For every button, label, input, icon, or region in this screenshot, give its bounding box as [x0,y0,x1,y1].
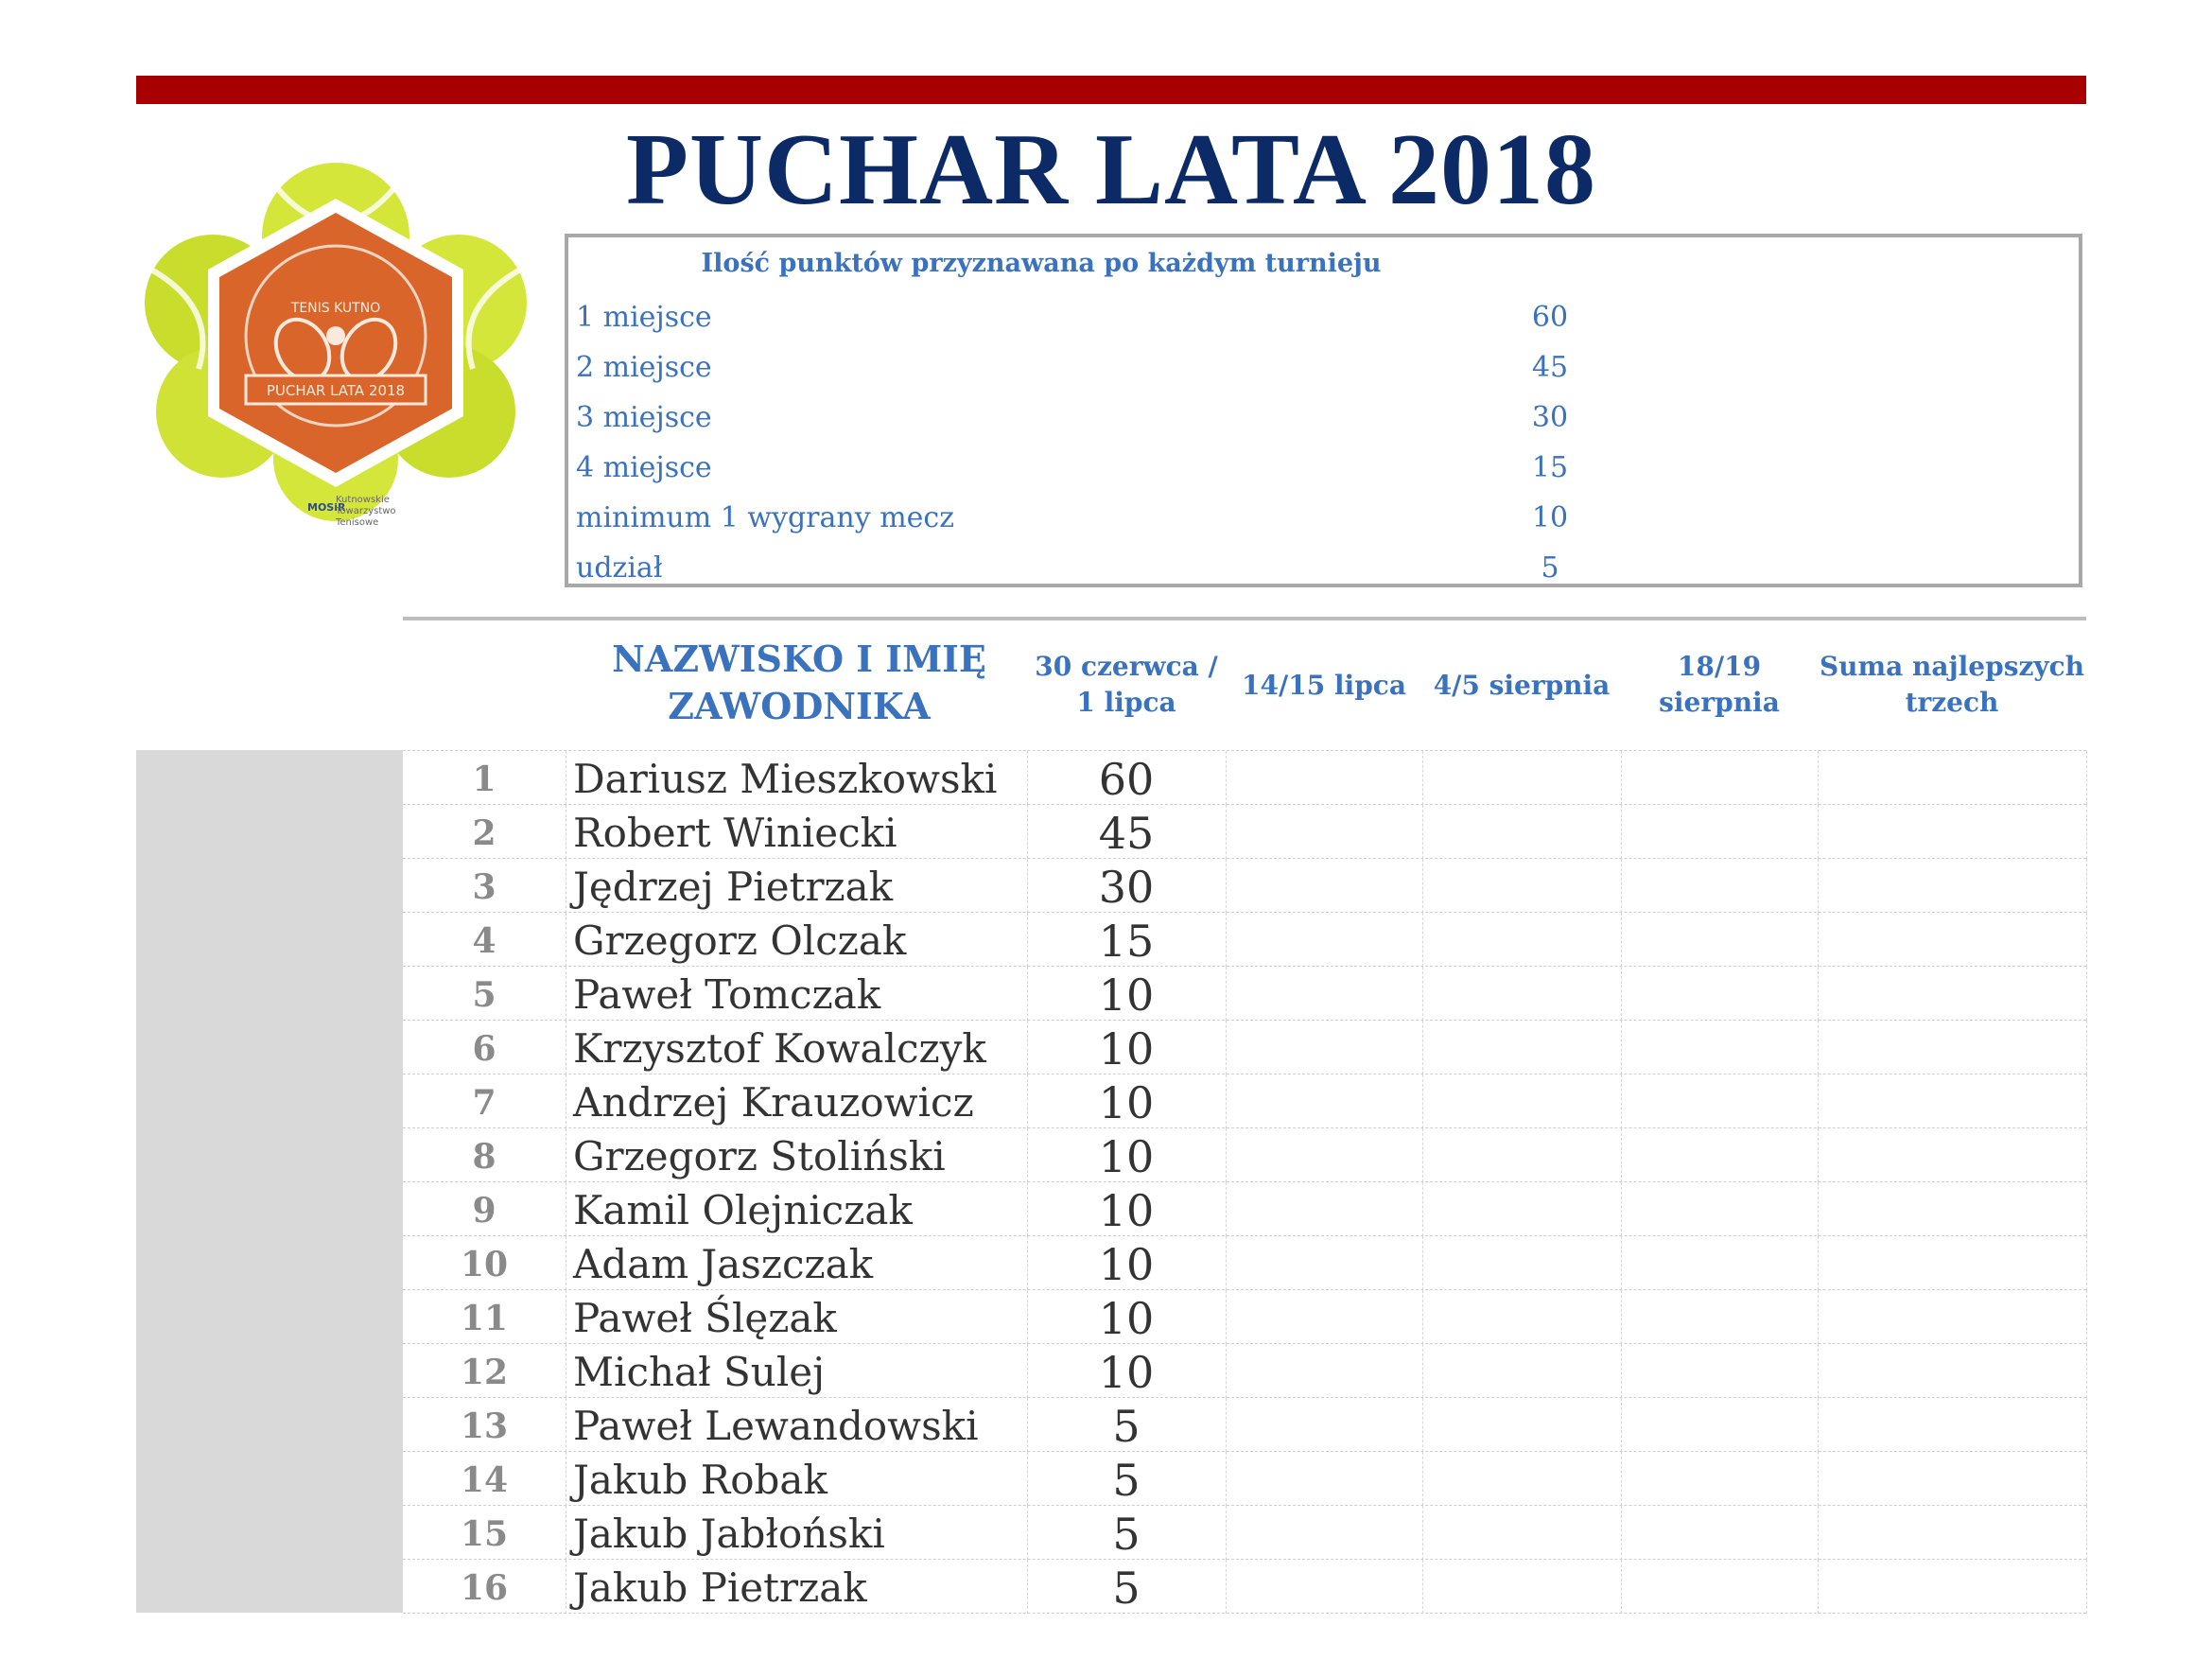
points-row [576,344,2089,392]
tournament1-header-line2: 1 lipca [1076,687,1176,718]
rank-number: 15 [460,1514,509,1554]
cell-divider [1422,967,1423,1021]
cell-divider [1226,1344,1227,1398]
tournament1-score: 45 [1098,808,1155,859]
table-row [403,750,2086,805]
table-row [403,1235,2086,1290]
cell-divider [1621,805,1622,859]
cell-divider [1818,1021,1819,1074]
cell-divider [1226,1128,1227,1182]
cell-divider [1818,805,1819,859]
player-name: Jakub Pietrzak [573,1564,867,1611]
points-row [576,445,2089,492]
rank-number: 14 [460,1460,509,1500]
cell-divider [2086,1182,2087,1236]
tournament1-score: 5 [1112,1509,1141,1560]
cell-divider [1621,1506,1622,1560]
table-row [403,1397,2086,1452]
player-name: Robert Winiecki [573,810,897,856]
points-label: minimum 1 wygrany mecz [576,501,955,534]
tournament1-score: 10 [1098,1131,1155,1182]
tournament4-header-line2: sierpnia [1659,687,1780,718]
rank-number: 11 [460,1299,509,1338]
player-name: Adam Jaszczak [573,1241,874,1287]
cell-divider [1818,751,1819,805]
player-name: Jakub Jabłoński [573,1511,885,1557]
cell-divider [2086,751,2087,805]
cell-divider [1226,1398,1227,1452]
cell-divider [1818,1344,1819,1398]
cell-divider [2086,1506,2087,1560]
left-gray-panel [136,750,403,1613]
rank-number: 8 [472,1137,496,1177]
cell-divider [1621,1290,1622,1344]
player-name: Paweł Ślęzak [573,1295,837,1341]
player-name: Paweł Lewandowski [573,1403,979,1449]
rank-number: 4 [472,921,496,961]
points-row [576,495,2089,542]
cell-divider [1818,1236,1819,1290]
player-name: Michał Sulej [573,1349,826,1395]
table-row [403,1074,2086,1128]
name-header-line2: ZAWODNIKA [668,685,931,727]
points-row [576,545,2089,592]
cell-divider [1226,1560,1227,1614]
cell-divider [1621,1182,1622,1236]
cell-divider [1621,751,1622,805]
table-row [403,1181,2086,1236]
cell-divider [1818,1182,1819,1236]
rank-number: 12 [460,1353,509,1392]
cell-divider [1621,1236,1622,1290]
cell-divider [1422,1128,1423,1182]
cell-divider [1422,1398,1423,1452]
cell-divider [1226,1236,1227,1290]
cell-divider [1422,751,1423,805]
tournament1-header [1027,649,1226,721]
rank-number: 9 [472,1191,496,1231]
player-name: Krzysztof Kowalczyk [573,1025,986,1072]
table-row [403,966,2086,1021]
cell-divider [2086,1236,2087,1290]
cell-divider [2086,1560,2087,1614]
cell-divider [1226,1021,1227,1074]
cell-divider [1818,1398,1819,1452]
name-header-line1: NAZWISKO I IMIĘ [612,638,986,680]
cell-divider [2086,1290,2087,1344]
rank-number: 16 [460,1568,509,1608]
table-row [403,1289,2086,1344]
tournament1-score: 10 [1098,1347,1155,1398]
page-title: PUCHAR LATA 2018 [625,114,1597,226]
sum-header-line2: trzech [1905,687,1999,718]
player-name: Dariusz Mieszkowski [573,756,998,802]
table-row [403,804,2086,859]
points-value: 45 [1531,351,1569,384]
table-row [403,858,2086,913]
cell-divider [1422,1182,1423,1236]
cell-divider [2086,1128,2087,1182]
tournament3-header: 4/5 sierpnia [1433,670,1611,701]
table-row [403,912,2086,967]
cell-divider [1422,1021,1423,1074]
tournament1-score: 5 [1112,1455,1141,1506]
points-value: 30 [1531,401,1569,434]
points-value: 15 [1531,451,1569,484]
section-divider [403,617,2086,620]
cell-divider [1818,859,1819,913]
table-bottom-border [403,1613,2086,1614]
points-table-header: Ilość punktów przyznawana po każdym turnieju [701,249,1382,278]
rank-number: 5 [472,975,496,1015]
cell-divider [1226,1290,1227,1344]
svg-text:Towarzystwo: Towarzystwo [336,506,396,516]
cell-divider [1621,1344,1622,1398]
player-name: Grzegorz Olczak [573,917,907,964]
player-name: Jakub Robak [573,1457,827,1503]
rank-number: 1 [472,760,496,799]
cell-divider [1621,1021,1622,1074]
player-name: Andrzej Krauzowicz [573,1079,974,1126]
cell-divider [2086,859,2087,913]
cell-divider [1422,859,1423,913]
tournament-logo [132,147,558,544]
name-column-header [567,636,1031,730]
cell-divider [2086,967,2087,1021]
player-name: Kamil Olejniczak [573,1187,913,1233]
sum-header-line1: Suma najlepszych [1819,651,2085,682]
rank-number: 2 [472,813,496,853]
points-row [576,394,2089,442]
points-label: udział [576,551,663,585]
cell-divider [1621,967,1622,1021]
cell-divider [1621,913,1622,967]
cell-divider [1621,1398,1622,1452]
cell-divider [1422,1344,1423,1398]
cell-divider [1226,805,1227,859]
cell-divider [1621,1128,1622,1182]
svg-text:PUCHAR LATA 2018: PUCHAR LATA 2018 [266,382,406,399]
rank-number: 13 [460,1406,509,1446]
cell-divider [1818,1560,1819,1614]
cell-divider [1226,751,1227,805]
table-row [403,1559,2086,1614]
cell-divider [1226,1182,1227,1236]
cell-divider [1818,1506,1819,1560]
player-name: Paweł Tomczak [573,971,881,1018]
table-row [403,1127,2086,1182]
cell-divider [1818,1128,1819,1182]
cell-divider [2086,1021,2087,1074]
tournament1-score: 10 [1098,1023,1155,1074]
cell-divider [1422,1236,1423,1290]
cell-divider [1422,1290,1423,1344]
points-row [576,294,2089,341]
tournament1-score: 30 [1098,862,1155,913]
cell-divider [1422,1452,1423,1506]
points-value: 5 [1541,551,1559,585]
cell-divider [1621,859,1622,913]
cell-divider [1818,1290,1819,1344]
tournament1-score: 10 [1098,1185,1155,1236]
tournament1-score: 10 [1098,1293,1155,1344]
cell-divider [1226,859,1227,913]
cell-divider [2086,1344,2087,1398]
cell-divider [1422,1560,1423,1614]
cell-divider [1226,1074,1227,1128]
cell-divider [1422,913,1423,967]
svg-text:MOSiR: MOSiR [307,501,346,514]
tournament4-header [1621,649,1818,721]
tournament1-score: 10 [1098,970,1155,1021]
cell-divider [1818,1452,1819,1506]
points-label: 4 miejsce [576,451,712,484]
cell-divider [2086,913,2087,967]
cell-divider [1422,1074,1423,1128]
player-name: Grzegorz Stoliński [573,1133,946,1179]
table-row [403,1343,2086,1398]
points-value: 60 [1531,301,1569,334]
cell-divider [1621,1452,1622,1506]
points-label: 1 miejsce [576,301,712,334]
svg-text:Tenisowe: Tenisowe [336,517,379,528]
tournament1-score: 5 [1112,1401,1141,1452]
cell-divider [2086,1398,2087,1452]
table-row [403,1451,2086,1506]
tournament1-score: 15 [1098,916,1155,967]
cell-divider [1422,1506,1423,1560]
points-value: 10 [1531,501,1569,534]
cell-divider [2086,1074,2087,1128]
table-row [403,1505,2086,1560]
cell-divider [2086,1452,2087,1506]
cell-divider [1226,913,1227,967]
cell-divider [1226,967,1227,1021]
tournament1-score: 10 [1098,1239,1155,1290]
table-row [403,1020,2086,1074]
svg-text:Kutnowskie: Kutnowskie [336,495,390,505]
rank-number: 10 [460,1245,509,1284]
svg-text:TENIS KUTNO: TENIS KUTNO [290,301,381,316]
tournament2-header: 14/15 lipca [1242,670,1406,701]
sum-header [1818,649,2086,721]
tournament4-header-line1: 18/19 [1677,651,1762,682]
cell-divider [1621,1074,1622,1128]
rank-number: 3 [472,867,496,907]
tournament1-score: 60 [1098,754,1155,805]
tournament1-score: 10 [1098,1077,1155,1128]
cell-divider [1818,913,1819,967]
tournament1-score: 5 [1112,1563,1141,1614]
cell-divider [2086,805,2087,859]
player-name: Jędrzej Pietrzak [573,864,894,910]
tournament1-header-line1: 30 czerwca / [1035,651,1218,682]
cell-divider [1621,1560,1622,1614]
rank-number: 7 [472,1083,496,1123]
points-table [565,234,2082,587]
cell-divider [1422,805,1423,859]
top-red-bar [136,76,2086,104]
cell-divider [1226,1452,1227,1506]
points-label: 3 miejsce [576,401,712,434]
cell-divider [1818,967,1819,1021]
rank-number: 6 [472,1029,496,1069]
cell-divider [1226,1506,1227,1560]
points-label: 2 miejsce [576,351,712,384]
cell-divider [1818,1074,1819,1128]
